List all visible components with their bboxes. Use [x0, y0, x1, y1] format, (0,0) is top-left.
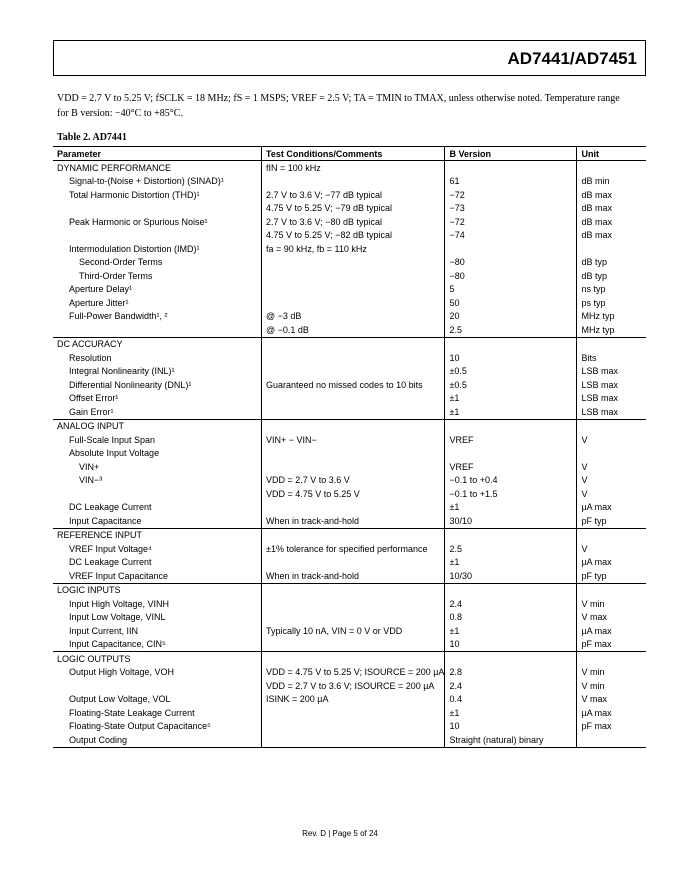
parameter-cell: Input Capacitance	[53, 514, 262, 528]
conditions-cell: ISINK = 200 µA	[262, 693, 445, 707]
value-cell: ±1	[445, 501, 577, 515]
value-cell	[445, 652, 577, 666]
conditions-cell	[262, 597, 445, 611]
table-row	[53, 256, 646, 270]
parameter-cell: VIN−³	[53, 474, 262, 488]
unit-cell: µA max	[581, 707, 612, 718]
conditions-cell	[262, 706, 445, 720]
column-header: Unit	[577, 147, 646, 161]
parameter-cell: Third-Order Terms	[53, 269, 262, 283]
conditions-cell: When in track-and-hold	[262, 569, 445, 583]
value-cell	[445, 161, 577, 175]
conditions-cell	[262, 405, 445, 419]
value-cell: 2.5	[445, 323, 577, 337]
unit-cell	[577, 528, 646, 542]
value-cell: 50	[445, 296, 577, 310]
conditions-cell	[262, 638, 445, 652]
table-row	[53, 161, 646, 175]
conditions-cell: fIN = 100 kHz	[262, 161, 445, 175]
unit-cell: pF max	[581, 721, 612, 732]
unit-cell: MHz typ	[581, 311, 615, 322]
table-header-row	[53, 147, 646, 161]
parameter-cell: VREF Input Voltage⁴	[53, 542, 262, 556]
parameter-cell: DC Leakage Current	[53, 556, 262, 570]
table-row	[53, 242, 646, 256]
parameter-cell: Output Low Voltage, VOL	[53, 693, 262, 707]
parameter-cell: DYNAMIC PERFORMANCE	[53, 161, 262, 175]
conditions-cell	[262, 447, 445, 461]
value-cell: ±1	[445, 392, 577, 406]
unit-cell: µA max	[581, 625, 612, 636]
value-cell: 2.4	[445, 597, 577, 611]
column-header: Test Conditions/Comments	[262, 147, 445, 161]
unit-cell: V	[581, 461, 588, 472]
intro-paragraph: VDD = 2.7 V to 5.25 V; fSCLK = 18 MHz; fS = 1 MSPS; VREF = 2.5 V; TA = TMIN to TMAX, unless otherwise noted. Temperature range for B version: −40°C to +85°C.	[57, 93, 620, 119]
page-footer: Rev. D | Page 5 of 24	[302, 829, 378, 838]
table-row	[53, 733, 646, 747]
unit-cell: V	[581, 488, 588, 499]
unit-cell: dB typ	[581, 270, 607, 281]
table-row	[53, 624, 646, 638]
value-cell: VREF	[445, 460, 577, 474]
table-row	[53, 188, 646, 202]
unit-cell	[577, 583, 646, 597]
value-cell: 5	[445, 283, 577, 297]
value-cell: 0.8	[445, 611, 577, 625]
unit-cell: LSB max	[581, 366, 618, 377]
parameter-cell: Input High Voltage, VINH	[53, 597, 262, 611]
conditions-cell: fa = 90 kHz, fb = 110 kHz	[262, 242, 445, 256]
conditions-cell	[262, 351, 445, 365]
table-row	[53, 337, 646, 351]
table-row	[53, 474, 646, 488]
parameter-cell: Output High Voltage, VOH	[53, 666, 262, 680]
parameter-cell: LOGIC OUTPUTS	[53, 652, 262, 666]
parameter-cell: DC ACCURACY	[53, 337, 262, 351]
parameter-cell: Signal-to-(Noise + Distortion) (SINAD)¹	[53, 175, 262, 189]
parameter-cell: Resolution	[53, 351, 262, 365]
conditions-cell	[262, 652, 445, 666]
parameter-cell	[53, 229, 262, 243]
table-row	[53, 283, 646, 297]
value-cell: 10	[445, 638, 577, 652]
table-row	[53, 652, 646, 666]
value-cell	[445, 419, 577, 433]
value-cell: 20	[445, 310, 577, 324]
conditions-cell	[262, 269, 445, 283]
value-cell: −73	[445, 202, 577, 216]
parameter-cell: Total Harmonic Distortion (THD)¹	[53, 188, 262, 202]
unit-cell: dB max	[581, 203, 612, 214]
parameter-cell: Absolute Input Voltage	[53, 447, 262, 461]
table-row	[53, 501, 646, 515]
unit-cell: dB max	[581, 216, 612, 227]
value-cell: ±1	[445, 556, 577, 570]
parameter-cell: Second-Order Terms	[53, 256, 262, 270]
parameter-cell: Full-Scale Input Span	[53, 433, 262, 447]
table-row	[53, 419, 646, 433]
unit-cell	[577, 447, 646, 461]
unit-cell: µA max	[581, 557, 612, 568]
parameter-cell: Floating-State Output Capacitance⁵	[53, 720, 262, 734]
value-cell	[445, 583, 577, 597]
value-cell: 2.4	[445, 679, 577, 693]
table-row	[53, 296, 646, 310]
table-row	[53, 556, 646, 570]
table-row	[53, 215, 646, 229]
table-row	[53, 310, 646, 324]
conditions-cell	[262, 365, 445, 379]
table-row	[53, 597, 646, 611]
value-cell	[445, 528, 577, 542]
value-cell: 10/30	[445, 569, 577, 583]
page-title: AD7441/AD7451	[507, 49, 637, 68]
unit-cell: dB max	[581, 189, 612, 200]
value-cell: −72	[445, 188, 577, 202]
conditions-cell: 4.75 V to 5.25 V; −79 dB typical	[262, 202, 445, 216]
table-row	[53, 583, 646, 597]
unit-cell: dB typ	[581, 257, 607, 268]
table-row	[53, 569, 646, 583]
table-row	[53, 666, 646, 680]
value-cell: ±1	[445, 706, 577, 720]
value-cell: 10	[445, 720, 577, 734]
table-row	[53, 392, 646, 406]
conditions-cell	[262, 460, 445, 474]
unit-cell	[577, 242, 646, 256]
conditions-cell: VDD = 2.7 V to 3.6 V	[262, 474, 445, 488]
table-row	[53, 611, 646, 625]
column-header: B Version	[445, 147, 577, 161]
value-cell: −0.1 to +0.4	[445, 474, 577, 488]
conditions-cell: VDD = 2.7 V to 3.6 V; ISOURCE = 200 µA	[262, 679, 445, 693]
conditions-cell	[262, 501, 445, 515]
conditions-cell: When in track-and-hold	[262, 514, 445, 528]
table-row	[53, 720, 646, 734]
table-row	[53, 514, 646, 528]
conditions-cell: VDD = 4.75 V to 5.25 V; ISOURCE = 200 µA	[262, 666, 445, 680]
parameter-cell	[53, 679, 262, 693]
value-cell: −0.1 to +1.5	[445, 487, 577, 501]
table-row	[53, 447, 646, 461]
table-body	[53, 161, 646, 748]
table-row	[53, 487, 646, 501]
table-row	[53, 351, 646, 365]
conditions-cell	[262, 175, 445, 189]
value-cell	[445, 447, 577, 461]
parameter-cell: Full-Power Bandwidth¹, ²	[53, 310, 262, 324]
conditions-cell: Typically 10 nA, VIN = 0 V or VDD	[262, 624, 445, 638]
value-cell: 30/10	[445, 514, 577, 528]
parameter-cell: Offset Error¹	[53, 392, 262, 406]
unit-cell: µA max	[581, 502, 612, 513]
parameter-cell: Input Capacitance, CIN⁵	[53, 638, 262, 652]
parameter-cell: Output Coding	[53, 733, 262, 747]
unit-cell: pF typ	[581, 515, 607, 526]
conditions-cell	[262, 419, 445, 433]
conditions-cell	[262, 528, 445, 542]
unit-cell: pF max	[581, 639, 612, 650]
table-row	[53, 542, 646, 556]
parameter-cell: Aperture Jitter¹	[53, 296, 262, 310]
unit-cell: V max	[581, 612, 607, 623]
unit-cell: LSB max	[581, 406, 618, 417]
unit-cell: MHz typ	[581, 324, 615, 335]
unit-cell: pF typ	[581, 570, 607, 581]
value-cell: ±0.5	[445, 365, 577, 379]
value-cell	[445, 242, 577, 256]
table-row	[53, 460, 646, 474]
conditions-cell	[262, 733, 445, 747]
value-cell: ±1	[445, 624, 577, 638]
value-cell: ±0.5	[445, 378, 577, 392]
table-row	[53, 269, 646, 283]
parameter-cell: Gain Error¹	[53, 405, 262, 419]
unit-cell: Bits	[581, 352, 597, 363]
value-cell: VREF	[445, 433, 577, 447]
table-row	[53, 706, 646, 720]
conditions-cell: Guaranteed no missed codes to 10 bits	[262, 378, 445, 392]
value-cell	[445, 337, 577, 351]
parameter-cell: Input Current, IIN	[53, 624, 262, 638]
conditions-cell	[262, 611, 445, 625]
value-cell: −74	[445, 229, 577, 243]
column-header: Parameter	[53, 147, 262, 161]
value-cell: 61	[445, 175, 577, 189]
conditions-cell	[262, 256, 445, 270]
parameter-cell	[53, 323, 262, 337]
parameter-cell: REFERENCE INPUT	[53, 528, 262, 542]
conditions-cell: 2.7 V to 3.6 V; −77 dB typical	[262, 188, 445, 202]
value-cell: −80	[445, 269, 577, 283]
parameter-cell: ANALOG INPUT	[53, 419, 262, 433]
conditions-cell: ±1% tolerance for specified performance	[262, 542, 445, 556]
unit-cell: dB max	[581, 230, 612, 241]
unit-cell	[577, 337, 646, 351]
conditions-cell: VIN+ − VIN−	[262, 433, 445, 447]
unit-cell	[577, 652, 646, 666]
unit-cell: LSB max	[581, 379, 618, 390]
unit-cell: LSB max	[581, 393, 618, 404]
parameter-cell: DC Leakage Current	[53, 501, 262, 515]
conditions-cell: @ −3 dB	[262, 310, 445, 324]
parameter-cell: Peak Harmonic or Spurious Noise¹	[53, 215, 262, 229]
value-cell: −72	[445, 215, 577, 229]
value-cell: Straight (natural) binary	[445, 733, 577, 747]
conditions-cell: @ −0.1 dB	[262, 323, 445, 337]
parameter-cell	[53, 202, 262, 216]
value-cell: ±1	[445, 405, 577, 419]
table-row	[53, 365, 646, 379]
conditions-cell	[262, 583, 445, 597]
unit-cell: V min	[581, 598, 605, 609]
table-row	[53, 528, 646, 542]
table-row	[53, 323, 646, 337]
table-row	[53, 202, 646, 216]
parameter-cell: Aperture Delay¹	[53, 283, 262, 297]
table-row	[53, 229, 646, 243]
parameter-cell: Integral Nonlinearity (INL)¹	[53, 365, 262, 379]
unit-cell: V min	[581, 680, 605, 691]
table-row	[53, 175, 646, 189]
value-cell: 0.4	[445, 693, 577, 707]
specifications-table	[53, 146, 646, 748]
table-row	[53, 679, 646, 693]
conditions-cell	[262, 337, 445, 351]
page-header	[53, 40, 646, 76]
unit-cell	[577, 419, 646, 433]
conditions-cell	[262, 283, 445, 297]
conditions-cell: VDD = 4.75 V to 5.25 V	[262, 487, 445, 501]
unit-cell: ns typ	[581, 284, 606, 295]
table-caption: Table 2. AD7441	[57, 132, 127, 143]
conditions-cell	[262, 392, 445, 406]
value-cell: 10	[445, 351, 577, 365]
table-row	[53, 405, 646, 419]
unit-cell: V max	[581, 694, 607, 705]
table-row	[53, 378, 646, 392]
unit-cell: V	[581, 434, 588, 445]
unit-cell: dB min	[581, 176, 610, 187]
conditions-cell: 4.75 V to 5.25 V; −82 dB typical	[262, 229, 445, 243]
table-row	[53, 433, 646, 447]
parameter-cell: Input Low Voltage, VINL	[53, 611, 262, 625]
parameter-cell: Floating-State Leakage Current	[53, 706, 262, 720]
conditions-cell: 2.7 V to 3.6 V; −80 dB typical	[262, 215, 445, 229]
parameter-cell: LOGIC INPUTS	[53, 583, 262, 597]
value-cell: 2.8	[445, 666, 577, 680]
value-cell: −80	[445, 256, 577, 270]
parameter-cell: Differential Nonlinearity (DNL)¹	[53, 378, 262, 392]
parameter-cell: VIN+	[53, 460, 262, 474]
parameter-cell: Intermodulation Distortion (IMD)¹	[53, 242, 262, 256]
value-cell: 2.5	[445, 542, 577, 556]
unit-cell: V	[581, 475, 588, 486]
unit-cell	[577, 161, 646, 175]
conditions-cell	[262, 556, 445, 570]
unit-cell: V	[581, 543, 588, 554]
conditions-cell	[262, 296, 445, 310]
parameter-cell: VREF Input Capacitance	[53, 569, 262, 583]
conditions-cell	[262, 720, 445, 734]
unit-cell: V min	[581, 667, 605, 678]
table-row	[53, 693, 646, 707]
parameter-cell	[53, 487, 262, 501]
unit-cell: ps typ	[581, 297, 606, 308]
table-row	[53, 638, 646, 652]
unit-cell	[577, 733, 646, 747]
